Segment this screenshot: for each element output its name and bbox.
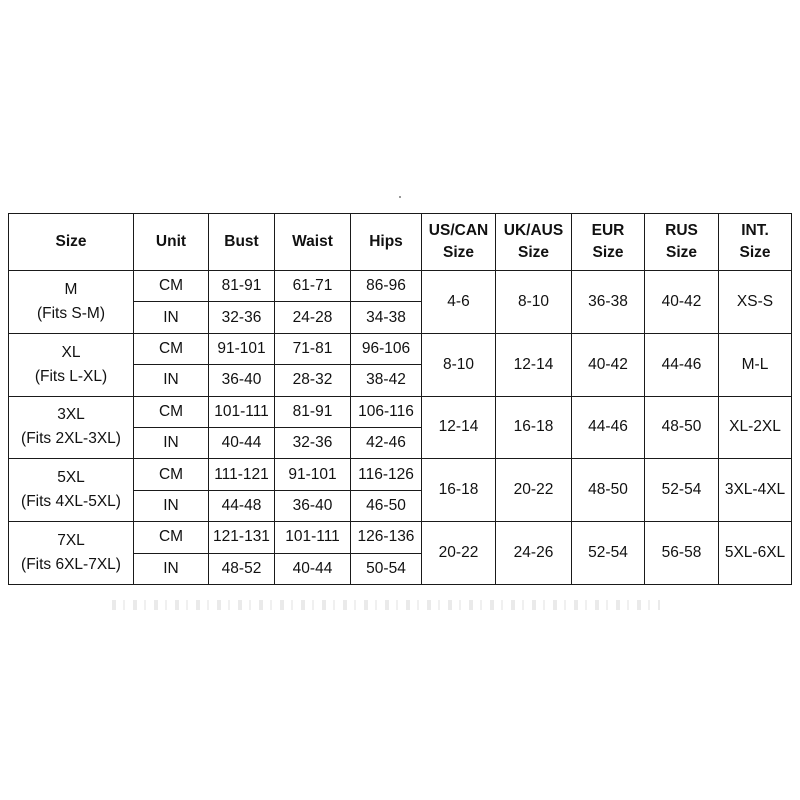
- hips-cell-text: 96-106: [361, 339, 411, 357]
- bust-cell: [209, 333, 275, 364]
- rus-cell-text: 56-58: [661, 544, 702, 562]
- faint-footer-text: [112, 600, 660, 610]
- waist-cell-text: 101-111: [285, 528, 340, 546]
- int-cell: [719, 271, 792, 334]
- size-cell-text: (Fits L-XL): [34, 367, 108, 385]
- waist-cell: [275, 427, 351, 458]
- bust-cell-text: 101-111: [214, 402, 269, 420]
- eur-cell: [572, 396, 645, 459]
- hips-cell-text: 126-136: [357, 528, 415, 546]
- us-can-cell: [422, 333, 496, 396]
- size-cell-text: (Fits 4XL-5XL): [21, 493, 121, 511]
- rus-cell: [645, 271, 719, 334]
- hips-cell-text: 106-116: [358, 402, 414, 420]
- size-cell: [9, 522, 134, 585]
- int-cell-text: XL-2XL: [729, 418, 781, 436]
- table-row: [9, 459, 792, 490]
- us-can-cell-text: 8-10: [442, 355, 475, 373]
- bust-cell: [209, 427, 275, 458]
- size-cell-text: (Fits 6XL-7XL): [21, 556, 121, 574]
- rus-cell: [645, 396, 719, 459]
- unit-cell-text: CM: [158, 528, 184, 546]
- unit-cell-text: IN: [163, 308, 179, 326]
- unit-cell-text: CM: [158, 402, 184, 420]
- uk-aus-cell-text: 24-26: [513, 544, 554, 562]
- unit-cell-text: CM: [158, 277, 184, 295]
- bust-cell: [209, 459, 275, 490]
- waist-cell-text: 36-40: [292, 496, 333, 514]
- size-cell-text: M: [64, 280, 78, 298]
- eur-cell-text: 36-38: [588, 292, 628, 310]
- hips-cell-text: 34-38: [366, 308, 406, 326]
- uk-aus-cell-text: 8-10: [517, 292, 550, 310]
- int-cell-text: M-L: [741, 355, 769, 373]
- table-row: [9, 522, 792, 553]
- uk-aus-cell: [496, 271, 572, 334]
- eur-cell-text: 40-42: [588, 355, 628, 373]
- hips-cell-text: 116-126: [358, 465, 414, 483]
- table-row: [9, 396, 792, 427]
- eur-cell: [572, 333, 645, 396]
- header-hips: Hips: [351, 214, 422, 271]
- uk-aus-cell: [496, 459, 572, 522]
- waist-cell: [275, 365, 351, 396]
- unit-cell-text: CM: [158, 465, 184, 483]
- unit-cell: [134, 271, 209, 302]
- us-can-cell: [422, 459, 496, 522]
- header-bust: Bust: [209, 214, 275, 271]
- table-row: [9, 271, 792, 302]
- uk-aus-cell: [496, 396, 572, 459]
- bust-cell: [209, 365, 275, 396]
- unit-cell-text: IN: [163, 371, 179, 389]
- eur-cell-text: 52-54: [588, 544, 628, 562]
- bust-cell-text: 32-36: [221, 308, 262, 326]
- waist-cell-text: 28-32: [292, 371, 333, 389]
- unit-cell: [134, 427, 209, 458]
- waist-cell-text: 32-36: [292, 434, 333, 452]
- waist-cell: [275, 459, 351, 490]
- bust-cell-text: 40-44: [221, 434, 262, 452]
- bust-cell-text: 36-40: [221, 371, 262, 389]
- rus-cell: [645, 522, 719, 585]
- unit-cell: [134, 459, 209, 490]
- bust-cell-text: 91-101: [217, 339, 266, 357]
- size-chart-body: [9, 271, 792, 585]
- us-can-cell: [422, 396, 496, 459]
- waist-cell: [275, 490, 351, 521]
- us-can-cell: [422, 271, 496, 334]
- bust-cell-text: 48-52: [221, 559, 262, 577]
- bust-cell: [209, 302, 275, 333]
- hips-cell-text: 86-96: [366, 277, 406, 295]
- bust-cell-text: 44-48: [221, 496, 262, 514]
- us-can-cell: [422, 522, 496, 585]
- hips-cell: [351, 522, 422, 553]
- eur-cell: [572, 459, 645, 522]
- int-cell-text: XS-S: [736, 292, 774, 310]
- unit-cell: [134, 522, 209, 553]
- size-cell-text: (Fits 2XL-3XL): [21, 430, 121, 448]
- unit-cell: [134, 553, 209, 584]
- unit-cell: [134, 490, 209, 521]
- int-cell-text: 3XL-4XL: [724, 481, 786, 499]
- size-chart-table: [8, 213, 792, 585]
- uk-aus-cell-text: 16-18: [513, 418, 554, 436]
- waist-cell-text: 81-91: [292, 402, 333, 420]
- waist-cell: [275, 522, 351, 553]
- us-can-cell-text: 20-22: [438, 544, 479, 562]
- size-cell: [9, 271, 134, 334]
- size-cell-text: XL: [61, 343, 81, 361]
- unit-cell-text: IN: [163, 559, 179, 577]
- eur-cell: [572, 522, 645, 585]
- bust-cell: [209, 522, 275, 553]
- uk-aus-cell-text: 20-22: [513, 481, 554, 499]
- header-unit: Unit: [134, 214, 209, 271]
- int-cell-text: 5XL-6XL: [724, 544, 786, 562]
- hips-cell: [351, 333, 422, 364]
- size-cell-text: 7XL: [57, 532, 85, 550]
- waist-cell: [275, 302, 351, 333]
- rus-cell: [645, 459, 719, 522]
- waist-cell-text: 40-44: [292, 559, 333, 577]
- header-eur-size: EUR Size: [572, 214, 645, 271]
- int-cell: [719, 522, 792, 585]
- rus-cell-text: 44-46: [661, 355, 702, 373]
- rus-cell-text: 48-50: [661, 418, 702, 436]
- header-int-size: INT. Size: [719, 214, 792, 271]
- hips-cell: [351, 427, 422, 458]
- size-cell-text: 3XL: [57, 406, 85, 424]
- hips-cell-text: 38-42: [366, 371, 406, 389]
- waist-cell-text: 61-71: [292, 277, 333, 295]
- int-cell: [719, 459, 792, 522]
- size-cell: [9, 333, 134, 396]
- waist-cell: [275, 396, 351, 427]
- hips-cell: [351, 553, 422, 584]
- hips-cell-text: 42-46: [366, 434, 406, 452]
- size-cell-text: (Fits S-M): [36, 304, 105, 322]
- rus-cell: [645, 333, 719, 396]
- waist-cell: [275, 271, 351, 302]
- rus-cell-text: 52-54: [661, 481, 702, 499]
- unit-cell: [134, 302, 209, 333]
- int-cell: [719, 333, 792, 396]
- uk-aus-cell: [496, 333, 572, 396]
- uk-aus-cell-text: 12-14: [513, 355, 554, 373]
- us-can-cell-text: 16-18: [438, 481, 479, 499]
- hips-cell: [351, 396, 422, 427]
- uk-aus-cell: [496, 522, 572, 585]
- waist-cell-text: 71-81: [292, 339, 333, 357]
- hips-cell: [351, 302, 422, 333]
- us-can-cell-text: 4-6: [447, 292, 470, 310]
- bust-cell: [209, 271, 275, 302]
- header-us-can-size: US/CAN Size: [422, 214, 496, 271]
- waist-cell-text: 91-101: [288, 465, 337, 483]
- unit-cell: [134, 333, 209, 364]
- size-cell: [9, 459, 134, 522]
- size-cell: [9, 396, 134, 459]
- waist-cell: [275, 333, 351, 364]
- unit-cell: [134, 396, 209, 427]
- header-row: [9, 214, 792, 271]
- hips-cell: [351, 459, 422, 490]
- header-waist: Waist: [275, 214, 351, 271]
- header-uk-aus-size: UK/AUS Size: [496, 214, 572, 271]
- hips-cell: [351, 365, 422, 396]
- bust-cell: [209, 396, 275, 427]
- unit-cell-text: IN: [163, 496, 179, 514]
- header-rus-size: RUS Size: [645, 214, 719, 271]
- bust-cell: [209, 553, 275, 584]
- rus-cell-text: 40-42: [661, 292, 702, 310]
- int-cell: [719, 396, 792, 459]
- eur-cell-text: 48-50: [588, 481, 628, 499]
- hips-cell-text: 46-50: [366, 496, 406, 514]
- waist-cell: [275, 553, 351, 584]
- hips-cell-text: 50-54: [366, 559, 406, 577]
- bust-cell-text: 81-91: [221, 277, 262, 295]
- unit-cell-text: CM: [158, 339, 184, 357]
- header-size: Size: [9, 214, 134, 271]
- size-cell-text: 5XL: [57, 469, 85, 487]
- eur-cell: [572, 271, 645, 334]
- decorative-dot: [399, 196, 401, 198]
- unit-cell-text: IN: [163, 434, 179, 452]
- hips-cell: [351, 490, 422, 521]
- table-row: [9, 333, 792, 364]
- bust-cell: [209, 490, 275, 521]
- unit-cell: [134, 365, 209, 396]
- hips-cell: [351, 271, 422, 302]
- us-can-cell-text: 12-14: [438, 418, 479, 436]
- bust-cell-text: 121-131: [213, 528, 270, 546]
- bust-cell-text: 111-121: [214, 465, 269, 483]
- waist-cell-text: 24-28: [292, 308, 333, 326]
- eur-cell-text: 44-46: [588, 418, 628, 436]
